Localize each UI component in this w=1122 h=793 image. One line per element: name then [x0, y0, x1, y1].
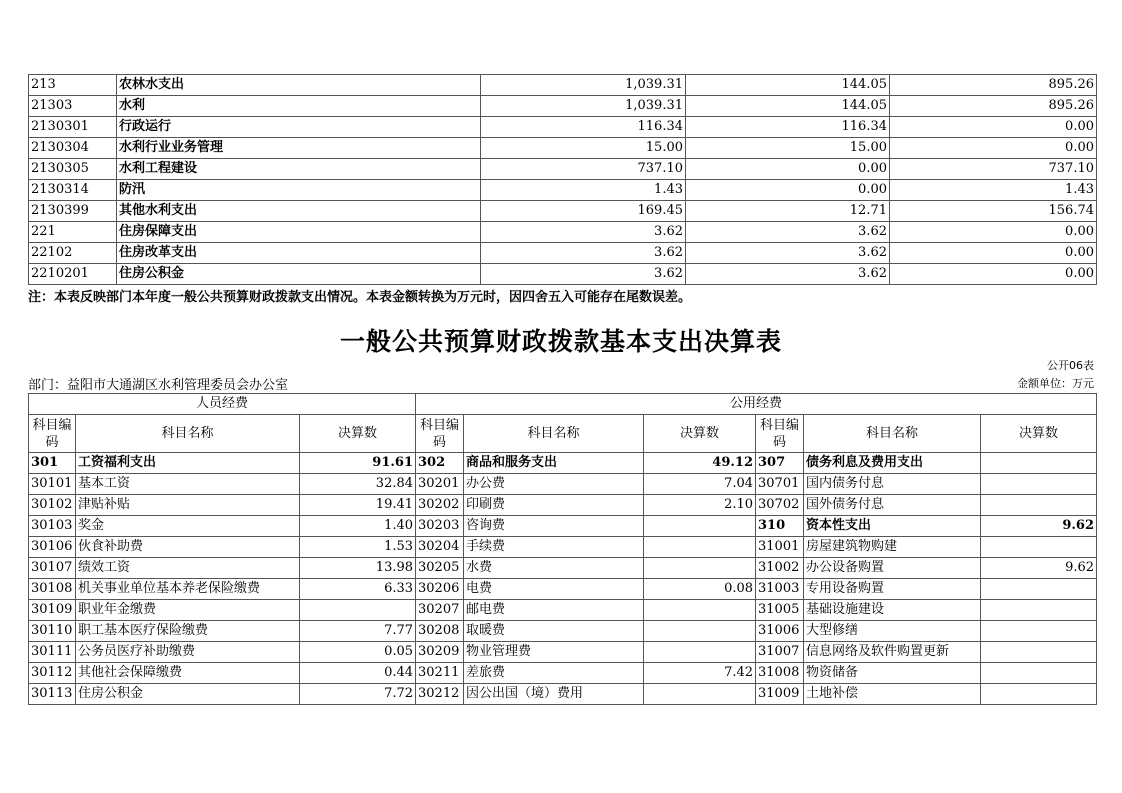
table-row [29, 222, 1097, 243]
subject-name: 伙食补助费 [76, 537, 300, 558]
subject-code: 30211 [416, 663, 464, 684]
subject-name: 邮电费 [464, 600, 644, 621]
subject-code: 30112 [29, 663, 76, 684]
amount [981, 537, 1097, 558]
subject-name: 津贴补贴 [76, 495, 300, 516]
subject-name: 土地补偿 [804, 684, 981, 705]
table-row [29, 453, 1097, 474]
basic-amount: 144.05 [686, 96, 890, 117]
group-personnel: 人员经费 [29, 394, 416, 415]
subject-code: 31009 [756, 684, 804, 705]
subject-name: 住房公积金 [76, 684, 300, 705]
amount: 49.12 [644, 453, 756, 474]
department-label: 部门：益阳市大通湖区水利管理委员会办公室 [28, 378, 289, 393]
subject-name: 物资储备 [804, 663, 981, 684]
project-amount: 895.26 [890, 75, 1097, 96]
amount: 9.62 [981, 516, 1097, 537]
table-row [29, 117, 1097, 138]
table-row [29, 558, 1097, 579]
project-amount: 156.74 [890, 201, 1097, 222]
col-code-header: 科目编码 [756, 415, 804, 453]
subject-code: 30702 [756, 495, 804, 516]
col-name-header: 科目名称 [804, 415, 981, 453]
subject-name: 机关事业单位基本养老保险缴费 [76, 579, 300, 600]
project-amount: 1.43 [890, 180, 1097, 201]
col-amount-header: 决算数 [300, 415, 416, 453]
col-name-header: 科目名称 [76, 415, 300, 453]
subject-name: 住房改革支出 [117, 243, 481, 264]
page-title: 一般公共预算财政拨款基本支出决算表 [339, 327, 782, 356]
subject-name: 商品和服务支出 [464, 453, 644, 474]
subject-code: 30207 [416, 600, 464, 621]
subject-name: 信息网络及软件购置更新 [804, 642, 981, 663]
subject-name: 房屋建筑物购建 [804, 537, 981, 558]
table-row [29, 642, 1097, 663]
col-name-header: 科目名称 [464, 415, 644, 453]
subject-name: 绩效工资 [76, 558, 300, 579]
amount [981, 621, 1097, 642]
subject-name: 电费 [464, 579, 644, 600]
subject-code: 30109 [29, 600, 76, 621]
project-amount: 0.00 [890, 117, 1097, 138]
col-amount-header: 决算数 [981, 415, 1097, 453]
project-amount: 0.00 [890, 264, 1097, 285]
subject-name: 农林水支出 [117, 75, 481, 96]
subject-code: 30101 [29, 474, 76, 495]
table-row [29, 75, 1097, 96]
subject-code: 30107 [29, 558, 76, 579]
amount: 32.84 [300, 474, 416, 495]
table-row [29, 537, 1097, 558]
subject-code: 31003 [756, 579, 804, 600]
table-row [29, 684, 1097, 705]
amount: 19.41 [300, 495, 416, 516]
subject-name: 手续费 [464, 537, 644, 558]
basic-amount: 15.00 [686, 138, 890, 159]
amount: 6.33 [300, 579, 416, 600]
subject-code: 2130305 [29, 159, 117, 180]
subject-code: 21303 [29, 96, 117, 117]
amount [981, 600, 1097, 621]
subject-name: 专用设备购置 [804, 579, 981, 600]
amount: 91.61 [300, 453, 416, 474]
table-row [29, 243, 1097, 264]
project-amount: 737.10 [890, 159, 1097, 180]
table-row [29, 579, 1097, 600]
total-amount: 169.45 [481, 201, 686, 222]
group-public: 公用经费 [416, 394, 1097, 415]
subject-code: 31002 [756, 558, 804, 579]
project-amount: 895.26 [890, 96, 1097, 117]
amount [981, 684, 1097, 705]
subject-code: 30203 [416, 516, 464, 537]
subject-name: 水利 [117, 96, 481, 117]
table-row [29, 180, 1097, 201]
subject-name: 奖金 [76, 516, 300, 537]
subject-code: 31006 [756, 621, 804, 642]
basic-amount: 0.00 [686, 180, 890, 201]
col-amount-header: 决算数 [644, 415, 756, 453]
subject-name: 其他社会保障缴费 [76, 663, 300, 684]
amount [644, 600, 756, 621]
subject-name: 水费 [464, 558, 644, 579]
subject-name: 住房公积金 [117, 264, 481, 285]
subject-name: 债务利息及费用支出 [804, 453, 981, 474]
table-note: 注：本表反映部门本年度一般公共预算财政拨款支出情况。本表金额转换为万元时，因四舍五入可能存在尾数误差。 [28, 290, 692, 305]
table-row [29, 516, 1097, 537]
total-amount: 1.43 [481, 180, 686, 201]
amount [644, 516, 756, 537]
amount [981, 642, 1097, 663]
subject-code: 22102 [29, 243, 117, 264]
table-row [29, 600, 1097, 621]
subject-code: 2210201 [29, 264, 117, 285]
subject-name: 印刷费 [464, 495, 644, 516]
amount [981, 474, 1097, 495]
subject-code: 30204 [416, 537, 464, 558]
subject-code: 30206 [416, 579, 464, 600]
subject-name: 基础设施建设 [804, 600, 981, 621]
subject-code: 2130301 [29, 117, 117, 138]
subject-name: 职工基本医疗保险缴费 [76, 621, 300, 642]
subject-code: 30205 [416, 558, 464, 579]
subject-name: 办公费 [464, 474, 644, 495]
subject-code: 213 [29, 75, 117, 96]
subject-code: 31001 [756, 537, 804, 558]
basic-amount: 144.05 [686, 75, 890, 96]
table-row [29, 621, 1097, 642]
table-row [29, 495, 1097, 516]
total-amount: 3.62 [481, 264, 686, 285]
subject-name: 国外债务付息 [804, 495, 981, 516]
subject-name: 公务员医疗补助缴费 [76, 642, 300, 663]
col-code-header: 科目编码 [29, 415, 76, 453]
amount: 9.62 [981, 558, 1097, 579]
total-amount: 1,039.31 [481, 96, 686, 117]
subject-name: 行政运行 [117, 117, 481, 138]
subject-name: 其他水利支出 [117, 201, 481, 222]
amount [644, 621, 756, 642]
amount [644, 642, 756, 663]
amount: 1.53 [300, 537, 416, 558]
unit-label: 金额单位：万元 [1017, 377, 1094, 390]
project-amount: 0.00 [890, 243, 1097, 264]
amount [644, 537, 756, 558]
subject-name: 水利行业业务管理 [117, 138, 481, 159]
basic-amount: 3.62 [686, 243, 890, 264]
subject-code: 30106 [29, 537, 76, 558]
subject-name: 国内债务付息 [804, 474, 981, 495]
subject-name: 办公设备购置 [804, 558, 981, 579]
subject-name: 水利工程建设 [117, 159, 481, 180]
subject-name: 因公出国（境）费用 [464, 684, 644, 705]
subject-code: 30209 [416, 642, 464, 663]
subject-name: 差旅费 [464, 663, 644, 684]
subject-code: 30201 [416, 474, 464, 495]
subject-code: 31008 [756, 663, 804, 684]
amount [644, 558, 756, 579]
subject-code: 30103 [29, 516, 76, 537]
subject-code: 307 [756, 453, 804, 474]
subject-name: 防汛 [117, 180, 481, 201]
table-row [29, 96, 1097, 117]
amount: 0.05 [300, 642, 416, 663]
subject-code: 301 [29, 453, 76, 474]
subject-name: 大型修缮 [804, 621, 981, 642]
table-row [29, 663, 1097, 684]
amount [981, 663, 1097, 684]
basic-amount: 3.62 [686, 222, 890, 243]
subject-code: 30208 [416, 621, 464, 642]
subject-name: 职业年金缴费 [76, 600, 300, 621]
total-amount: 737.10 [481, 159, 686, 180]
subject-name: 工资福利支出 [76, 453, 300, 474]
subject-code: 31005 [756, 600, 804, 621]
project-amount: 0.00 [890, 138, 1097, 159]
col-code-header: 科目编码 [416, 415, 464, 453]
amount: 7.77 [300, 621, 416, 642]
table-row [29, 264, 1097, 285]
table-code: 公开06表 [1047, 359, 1094, 372]
amount [300, 600, 416, 621]
subject-name: 基本工资 [76, 474, 300, 495]
subject-name: 资本性支出 [804, 516, 981, 537]
amount: 2.10 [644, 495, 756, 516]
amount: 13.98 [300, 558, 416, 579]
total-amount: 116.34 [481, 117, 686, 138]
amount [644, 684, 756, 705]
subject-code: 302 [416, 453, 464, 474]
total-amount: 15.00 [481, 138, 686, 159]
group-header-row [29, 394, 1097, 415]
subject-name: 住房保障支出 [117, 222, 481, 243]
amount: 0.08 [644, 579, 756, 600]
basic-amount: 12.71 [686, 201, 890, 222]
subject-code: 31007 [756, 642, 804, 663]
total-amount: 3.62 [481, 243, 686, 264]
amount [981, 453, 1097, 474]
subject-code: 30701 [756, 474, 804, 495]
subject-code: 2130399 [29, 201, 117, 222]
project-amount: 0.00 [890, 222, 1097, 243]
top-expenditure-table [28, 74, 1097, 285]
amount: 1.40 [300, 516, 416, 537]
amount: 7.04 [644, 474, 756, 495]
subject-code: 2130314 [29, 180, 117, 201]
table-row [29, 474, 1097, 495]
amount: 0.44 [300, 663, 416, 684]
subject-code: 30111 [29, 642, 76, 663]
total-amount: 3.62 [481, 222, 686, 243]
subject-code: 30108 [29, 579, 76, 600]
basic-amount: 116.34 [686, 117, 890, 138]
subject-name: 物业管理费 [464, 642, 644, 663]
subject-name: 咨询费 [464, 516, 644, 537]
subject-code: 310 [756, 516, 804, 537]
subject-code: 30202 [416, 495, 464, 516]
amount: 7.72 [300, 684, 416, 705]
amount [981, 579, 1097, 600]
amount [981, 495, 1097, 516]
subject-code: 30113 [29, 684, 76, 705]
amount: 7.42 [644, 663, 756, 684]
basic-amount: 0.00 [686, 159, 890, 180]
subject-code: 30102 [29, 495, 76, 516]
total-amount: 1,039.31 [481, 75, 686, 96]
basic-amount: 3.62 [686, 264, 890, 285]
basic-expenditure-table [28, 393, 1097, 705]
table-row [29, 201, 1097, 222]
column-header-row [29, 415, 1097, 453]
subject-name: 取暖费 [464, 621, 644, 642]
subject-code: 30110 [29, 621, 76, 642]
subject-code: 2130304 [29, 138, 117, 159]
subject-code: 30212 [416, 684, 464, 705]
table-row [29, 159, 1097, 180]
subject-code: 221 [29, 222, 117, 243]
table-row [29, 138, 1097, 159]
